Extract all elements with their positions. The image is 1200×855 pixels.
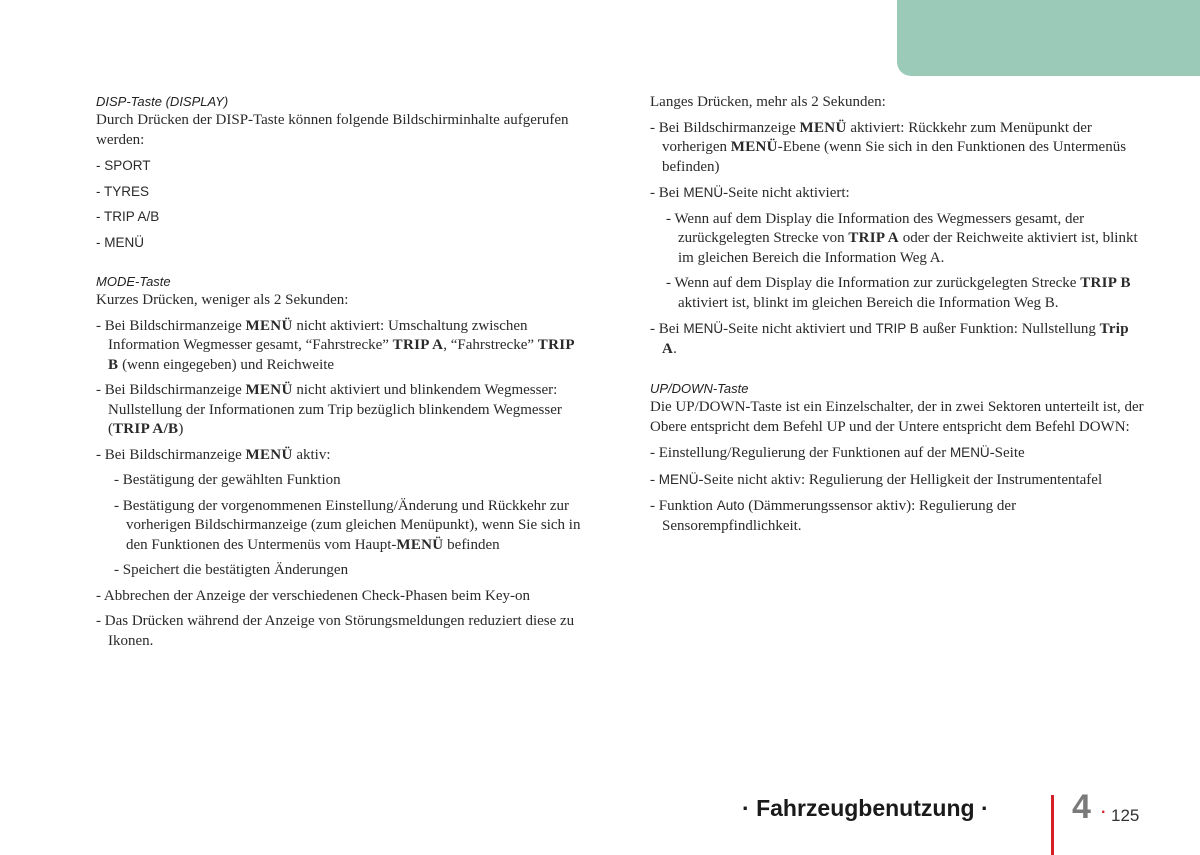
mode-item-3: - Bei Bildschirmanzeige MENÜ aktiv: [96, 446, 331, 463]
chapter-number: 4 [1072, 788, 1091, 826]
chapter-tab [897, 0, 1200, 76]
footer-divider [1051, 795, 1054, 855]
long-item-3: - Bei MENÜ-Seite nicht aktiviert und TRIP B außer Funktion: Nullstellung Trip A. [650, 321, 1129, 357]
mode-item-4: - Abbrechen der Anzeige der verschiedenen Check-Phasen beim Key-on [96, 587, 530, 604]
updown-intro: Die UP/DOWN-Taste ist ein Einzelschalter, der in zwei Sektoren unterteilt ist, der Obere entspricht dem Befehl UP und der Untere entspricht dem Befehl DOWN: [650, 399, 1144, 435]
mode-intro: Kurzes Drücken, weniger als 2 Sekunden: [96, 292, 349, 308]
updown-item-3: - Funktion Auto (Dämmerungssensor aktiv): Regulierung der Sensorempfindlichkeit. [650, 498, 1017, 534]
mode-subitem-3: - Speichert die bestätigten Änderungen [114, 562, 349, 578]
long-subitem-1: - Wenn auf dem Display die Information des Wegmessers gesamt, der zurückgelegten Strecke von TRIP A oder der Reichweite aktiviert ist, blinkt im gleichen Bereich die Information Weg A. [666, 210, 1138, 266]
mode-subitem-2: - Bestätigung der vorgenommenen Einstellung/Änderung und Rückkehr zur vorherigen Bildschirmanzeige (zum gleichen Menüpunkt), wenn Sie sich in den Funktionen des Untermenüs vom Haupt-MENÜ befinden [114, 497, 581, 553]
disp-item-trip: - TRIP A/B [96, 209, 160, 224]
disp-item-menu: - MENÜ [96, 234, 144, 250]
disp-item-tyres: - TYRES [96, 183, 150, 199]
disp-intro: Durch Drücken der DISP-Taste können folgende Bildschirminhalte aufgerufen werden: [96, 112, 569, 148]
mode-heading: MODE-Taste [96, 274, 171, 289]
right-column [650, 93, 1145, 536]
disp-item-sport: - SPORT [96, 158, 151, 173]
updown-item-2: - MENÜ-Seite nicht aktiv: Regulierung der Helligkeit der Instrumententafel [650, 471, 1103, 488]
mode-item-1: - Bei Bildschirmanzeige MENÜ nicht aktiviert: Umschaltung zwischen Information Wegmesser gesamt, “Fahrstrecke” TRIP A, “Fahrstrecke” TRIP B (wenn eingegeben) und Reichweite [96, 317, 575, 373]
footer-section-title: · Fahrzeugbenutzung · [742, 795, 989, 821]
mode-item-5: - Das Drücken während der Anzeige von Störungsmeldungen reduziert diese zu Ikonen. [96, 613, 575, 649]
mode-item-2: - Bei Bildschirmanzeige MENÜ nicht aktiviert und blinkendem Wegmesser: Nullstellung der Informationen zum Trip bezüglich blinkendem Wegmesser (TRIP A/B) [96, 382, 562, 437]
disp-heading: DISP-Taste (DISPLAY) [96, 94, 229, 109]
long-item-2: - Bei MENÜ-Seite nicht aktiviert: [650, 185, 850, 201]
mode-subitem-1: - Bestätigung der gewählten Funktion [114, 472, 341, 488]
long-item-1: - Bei Bildschirmanzeige MENÜ aktiviert: Rückkehr zum Menüpunkt der vorherigen MENÜ-Ebene (wenn Sie sich in den Funktionen des Untermenüs befinden) [650, 119, 1127, 175]
chapter-dot: · [1101, 804, 1107, 821]
long-subitem-2: - Wenn auf dem Display die Information zur zurückgelegten Strecke TRIP B aktiviert ist, blinkt im gleichen Bereich die Information Weg B. [666, 275, 1131, 311]
updown-heading: UP/DOWN-Taste [650, 381, 749, 396]
updown-item-1: - Einstellung/Regulierung der Funktionen auf der MENÜ-Seite [650, 445, 1025, 461]
left-column [96, 93, 588, 651]
page-number: 125 [1111, 806, 1140, 825]
long-press-intro: Langes Drücken, mehr als 2 Sekunden: [650, 94, 886, 110]
